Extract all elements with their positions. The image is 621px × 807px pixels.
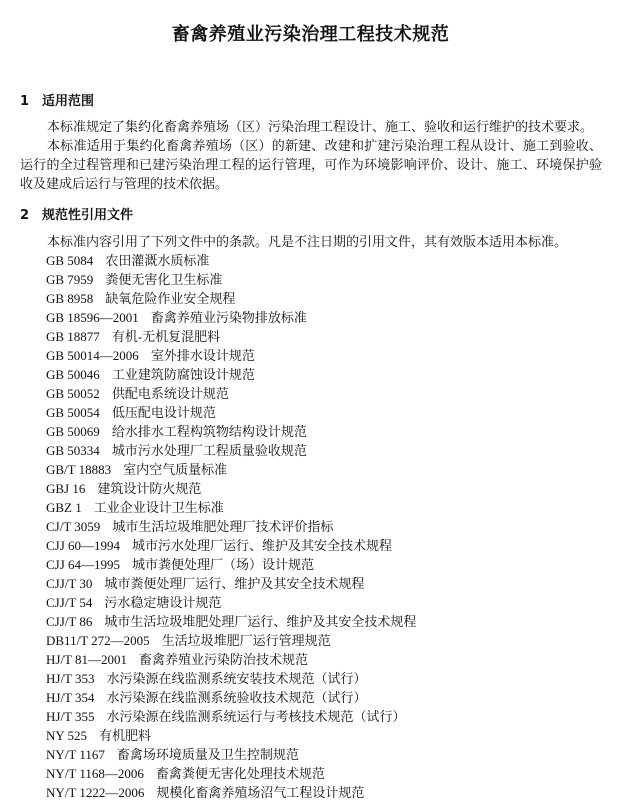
reference-name: 城市生活垃圾堆肥处理厂运行、维护及其安全技术规程 bbox=[104, 614, 417, 629]
section-heading-text: 适用范围 bbox=[42, 94, 95, 109]
reference-name: 供配电系统设计规范 bbox=[111, 386, 229, 401]
reference-item bbox=[46, 745, 416, 764]
section-heading-text: 规范性引用文件 bbox=[42, 208, 134, 223]
reference-code: CJJ 60—1994 bbox=[46, 538, 121, 553]
reference-item bbox=[46, 593, 416, 612]
reference-code: HJ/T 354 bbox=[46, 690, 95, 705]
reference-name: 城市污水处理厂工程质量验收规范 bbox=[111, 443, 307, 458]
reference-item bbox=[46, 270, 416, 289]
reference-code: NY/T 1167 bbox=[46, 747, 105, 762]
reference-code: HJ/T 81—2001 bbox=[46, 652, 128, 667]
reference-name: 畜禽养殖业污染防治技术规范 bbox=[139, 652, 309, 667]
reference-name: 有机-无机复混肥料 bbox=[111, 329, 221, 344]
reference-code: GB 50069 bbox=[46, 424, 100, 439]
reference-code: GB 50014—2006 bbox=[46, 348, 139, 363]
reference-code: DB11/T 272—2005 bbox=[46, 633, 150, 648]
reference-code: CJJ/T 30 bbox=[46, 576, 93, 591]
reference-code: GBJ 16 bbox=[46, 481, 86, 496]
reference-code: CJJ/T 86 bbox=[46, 614, 93, 629]
reference-code: GB 50054 bbox=[46, 405, 100, 420]
reference-name: 农田灌溉水质标准 bbox=[105, 253, 210, 268]
reference-name: 室外排水设计规范 bbox=[150, 348, 255, 363]
reference-name: 生活垃圾堆肥厂运行管理规范 bbox=[161, 633, 331, 648]
reference-item bbox=[46, 422, 416, 441]
reference-code: GB 8958 bbox=[46, 291, 94, 306]
reference-name: 工业建筑防腐蚀设计规范 bbox=[111, 367, 255, 382]
reference-name: 城市污水处理厂运行、维护及其安全技术规程 bbox=[132, 538, 393, 553]
reference-name: 给水排水工程构筑物结构设计规范 bbox=[111, 424, 307, 439]
reference-item bbox=[46, 669, 416, 688]
reference-name: 畜禽养殖业污染物排放标准 bbox=[150, 310, 307, 325]
reference-item bbox=[46, 251, 416, 270]
paragraph: 本标准适用于集约化畜禽养殖场（区）的新建、改建和扩建污染治理工程从设计、施工到验收、运行的全过程管理和已建污染治理工程的运行管理，可作为环境影响评价、设计、施工、环境保护验收及建成后运行与管理的技术依据。 bbox=[20, 138, 602, 191]
reference-name: 工业企业设计卫生标准 bbox=[93, 500, 224, 515]
reference-name: 粪便无害化卫生标准 bbox=[105, 272, 223, 287]
reference-code: CJ/T 3059 bbox=[46, 519, 101, 534]
reference-code: NY 525 bbox=[46, 728, 88, 743]
reference-name: 畜禽粪便无害化处理技术规范 bbox=[155, 766, 325, 781]
reference-code: CJJ/T 54 bbox=[46, 595, 93, 610]
reference-item bbox=[46, 327, 416, 346]
reference-item bbox=[46, 650, 416, 669]
reference-list bbox=[46, 251, 416, 802]
reference-item bbox=[46, 365, 416, 384]
reference-name: 缺氧危险作业安全规程 bbox=[105, 291, 236, 306]
reference-item bbox=[46, 517, 416, 536]
reference-name: 城市粪便处理厂运行、维护及其安全技术规程 bbox=[104, 576, 365, 591]
reference-code: CJJ 64—1995 bbox=[46, 557, 121, 572]
reference-item bbox=[46, 289, 416, 308]
document-title: 畜禽养殖业污染治理工程技术规范 bbox=[171, 24, 450, 45]
reference-item bbox=[46, 574, 416, 593]
reference-name: 水污染源在线监测系统验收技术规范（试行） bbox=[106, 690, 367, 705]
reference-item bbox=[46, 384, 416, 403]
reference-code: GB 7959 bbox=[46, 272, 94, 287]
reference-name: 城市粪便处理厂（场）设计规范 bbox=[132, 557, 315, 572]
reference-code: GBZ 1 bbox=[46, 500, 82, 515]
reference-item bbox=[46, 707, 416, 726]
reference-code: NY/T 1168—2006 bbox=[46, 766, 144, 781]
reference-code: HJ/T 353 bbox=[46, 671, 95, 686]
reference-name: 有机肥料 bbox=[99, 728, 152, 743]
reference-code: GB/T 18883 bbox=[46, 462, 112, 477]
reference-name: 水污染源在线监测系统安装技术规范（试行） bbox=[106, 671, 367, 686]
reference-item bbox=[46, 764, 416, 783]
reference-name: 污水稳定塘设计规范 bbox=[104, 595, 222, 610]
reference-code: GB 18877 bbox=[46, 329, 100, 344]
reference-code: GB 50052 bbox=[46, 386, 100, 401]
paragraph: 本标准规定了集约化畜禽养殖场（区）污染治理工程设计、施工、验收和运行维护的技术要求。 bbox=[47, 119, 594, 134]
reference-code: GB 50334 bbox=[46, 443, 100, 458]
reference-name: 畜禽场环境质量及卫生控制规范 bbox=[116, 747, 299, 762]
reference-item bbox=[46, 403, 416, 422]
reference-name: 水污染源在线监测系统运行与考核技术规范（试行） bbox=[106, 709, 406, 724]
reference-item bbox=[46, 631, 416, 650]
reference-name: 室内空气质量标准 bbox=[123, 462, 228, 477]
reference-item bbox=[46, 726, 416, 745]
reference-item bbox=[46, 460, 416, 479]
reference-item bbox=[46, 783, 416, 802]
references-intro: 本标准内容引用了下列文件中的条款。凡是不注日期的引用文件，其有效版本适用本标准。 bbox=[47, 234, 568, 249]
reference-code: HJ/T 355 bbox=[46, 709, 95, 724]
reference-code: GB 18596—2001 bbox=[46, 310, 139, 325]
section-1-heading bbox=[20, 90, 94, 109]
section-2-heading bbox=[20, 204, 133, 223]
reference-item bbox=[46, 536, 416, 555]
reference-item bbox=[46, 308, 416, 327]
reference-item bbox=[46, 346, 416, 365]
reference-item bbox=[46, 441, 416, 460]
reference-name: 低压配电设计规范 bbox=[111, 405, 216, 420]
section-number: 2 bbox=[20, 208, 30, 223]
reference-code: GB 5084 bbox=[46, 253, 94, 268]
reference-item bbox=[46, 612, 416, 631]
reference-code: NY/T 1222—2006 bbox=[46, 785, 145, 800]
reference-name: 建筑设计防火规范 bbox=[97, 481, 202, 496]
reference-name: 城市生活垃圾堆肥处理厂技术评价指标 bbox=[112, 519, 334, 534]
reference-item bbox=[46, 498, 416, 517]
reference-code: GB 50046 bbox=[46, 367, 100, 382]
reference-item bbox=[46, 688, 416, 707]
reference-item bbox=[46, 555, 416, 574]
reference-item bbox=[46, 479, 416, 498]
section-number: 1 bbox=[20, 94, 30, 109]
reference-name: 规模化畜禽养殖场沼气工程设计规范 bbox=[156, 785, 365, 800]
